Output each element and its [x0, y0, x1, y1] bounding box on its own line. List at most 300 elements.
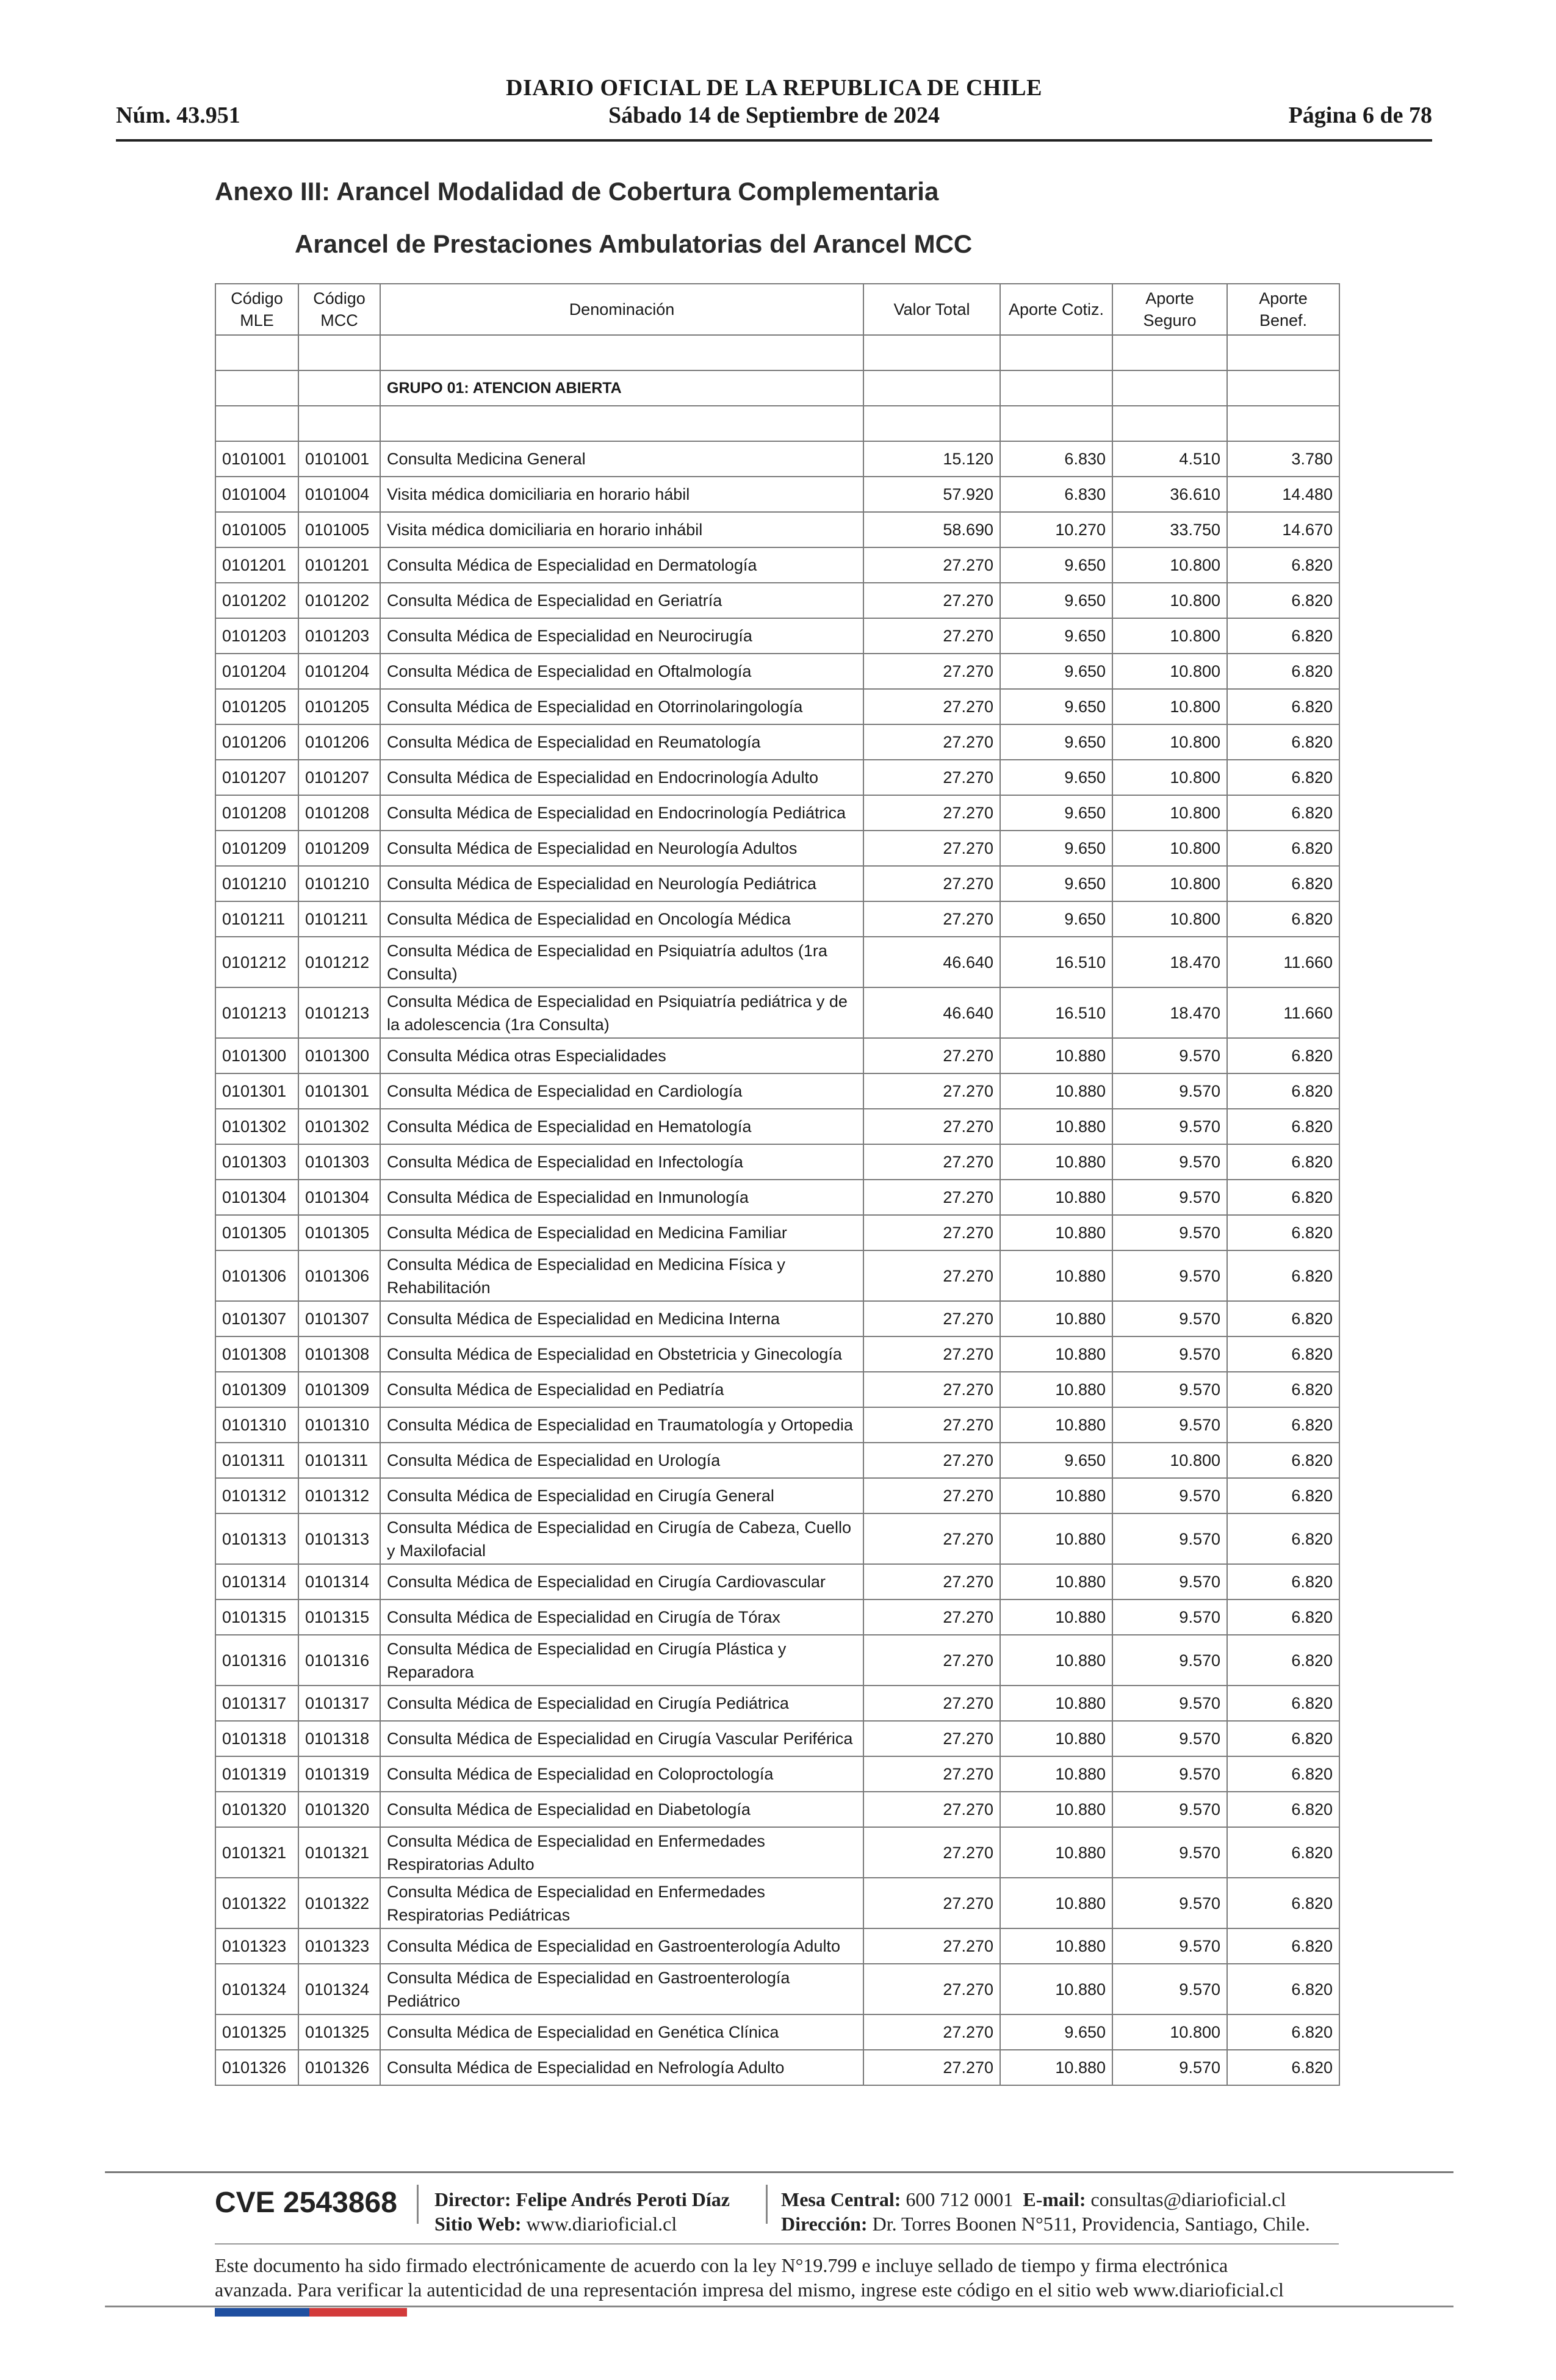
legal-line: avanzada. Para verificar la autenticidad de una representación impresa del mismo, ingrese este código en el sitio web www.diarioficial.cl — [215, 2279, 1284, 2301]
cell-aporte-seguro: 18.470 — [1112, 937, 1227, 987]
cell-codigo-mcc: 0101004 — [298, 477, 380, 512]
cell-codigo-mle: 0101314 — [215, 1564, 298, 1599]
table-row — [215, 654, 1339, 689]
cell-valor-total: 27.270 — [863, 2050, 1000, 2085]
annex-title: Anexo III: Arancel Modalidad de Cobertura Complementaria — [215, 177, 939, 206]
email-label: E-mail: — [1023, 2188, 1086, 2210]
cell-valor-total: 27.270 — [863, 724, 1000, 760]
cell-codigo-mle: 0101303 — [215, 1144, 298, 1180]
cell-codigo-mle: 0101301 — [215, 1073, 298, 1109]
cell-codigo-mcc: 0101309 — [298, 1372, 380, 1407]
mesa-phone: 600 712 0001 — [906, 2188, 1014, 2210]
cell-aporte-seguro: 9.570 — [1112, 1599, 1227, 1635]
page-header — [116, 74, 1432, 142]
table-row — [215, 1878, 1339, 1928]
cell-aporte-cotiz: 9.650 — [1000, 689, 1112, 724]
col-header-line: Seguro — [1143, 311, 1197, 330]
cell-codigo-mle: 0101325 — [215, 2014, 298, 2050]
cell-codigo-mle: 0101307 — [215, 1301, 298, 1336]
cell-codigo-mle: 0101213 — [215, 987, 298, 1038]
cell-codigo-mle: 0101308 — [215, 1336, 298, 1372]
cell-codigo-mcc: 0101302 — [298, 1109, 380, 1144]
cell-valor-total: 27.270 — [863, 1792, 1000, 1827]
cell-aporte-seguro: 9.570 — [1112, 1792, 1227, 1827]
cell-codigo-mle: 0101315 — [215, 1599, 298, 1635]
cell-aporte-benef: 6.820 — [1227, 2050, 1339, 2085]
cell-codigo-mcc: 0101207 — [298, 760, 380, 795]
footer-divider — [105, 2306, 1453, 2307]
cell-denominacion: Visita médica domiciliaria en horario inhábil — [380, 512, 863, 547]
cell-denominacion: Consulta Médica de Especialidad en Otorrinolaringología — [380, 689, 863, 724]
cell-aporte-benef: 6.820 — [1227, 547, 1339, 583]
cell-denominacion: Consulta Médica de Especialidad en Dermatología — [380, 547, 863, 583]
col-header-aporte-benef — [1227, 284, 1339, 335]
table-row — [215, 1109, 1339, 1144]
cell-denominacion: Consulta Médica de Especialidad en Medicina Familiar — [380, 1215, 863, 1250]
table-body — [215, 335, 1339, 2085]
cell-codigo-mle: 0101001 — [215, 441, 298, 477]
cell-aporte-benef: 6.820 — [1227, 724, 1339, 760]
cell-codigo-mcc: 0101320 — [298, 1792, 380, 1827]
cell-valor-total: 27.270 — [863, 689, 1000, 724]
cell-valor-total: 27.270 — [863, 901, 1000, 937]
cell-aporte-seguro: 9.570 — [1112, 1038, 1227, 1073]
cell-aporte-cotiz: 9.650 — [1000, 2014, 1112, 2050]
cell-aporte-cotiz: 10.270 — [1000, 512, 1112, 547]
cell-denominacion: Consulta Médica de Especialidad en Psiquiatría adultos (1ra Consulta) — [380, 937, 863, 987]
cve-code: CVE 2543868 — [215, 2187, 397, 2219]
cell-aporte-benef: 6.820 — [1227, 1756, 1339, 1792]
cell-aporte-benef: 6.820 — [1227, 1301, 1339, 1336]
cell-denominacion: Consulta Médica de Especialidad en Endocrinología Pediátrica — [380, 795, 863, 831]
cell-codigo-mcc: 0101324 — [298, 1964, 380, 2014]
cell-codigo-mcc: 0101314 — [298, 1564, 380, 1599]
cell-aporte-benef: 6.820 — [1227, 1599, 1339, 1635]
cell-codigo-mle: 0101311 — [215, 1443, 298, 1478]
cell-codigo-mcc: 0101202 — [298, 583, 380, 618]
cell-codigo-mle: 0101208 — [215, 795, 298, 831]
cell-valor-total: 27.270 — [863, 1336, 1000, 1372]
cell-aporte-cotiz: 9.650 — [1000, 654, 1112, 689]
table-row — [215, 618, 1339, 654]
cell-aporte-benef: 6.820 — [1227, 1073, 1339, 1109]
cell-valor-total: 27.270 — [863, 1250, 1000, 1301]
col-header-codigo-mle — [215, 284, 298, 335]
cell-denominacion: Consulta Médica otras Especialidades — [380, 1038, 863, 1073]
cell-denominacion: Consulta Médica de Especialidad en Oncología Médica — [380, 901, 863, 937]
cell-denominacion: Consulta Médica de Especialidad en Pediatría — [380, 1372, 863, 1407]
table-row — [215, 1964, 1339, 2014]
cell-valor-total: 27.270 — [863, 795, 1000, 831]
cell-codigo-mle: 0101326 — [215, 2050, 298, 2085]
cell-valor-total: 27.270 — [863, 1599, 1000, 1635]
cell-aporte-benef: 6.820 — [1227, 1686, 1339, 1721]
cell-codigo-mle: 0101309 — [215, 1372, 298, 1407]
issue-number: Núm. 43.951 — [116, 103, 240, 128]
cell-valor-total: 58.690 — [863, 512, 1000, 547]
cell-aporte-cotiz: 10.880 — [1000, 1878, 1112, 1928]
cell-aporte-seguro: 10.800 — [1112, 795, 1227, 831]
cell-denominacion: Visita médica domiciliaria en horario hábil — [380, 477, 863, 512]
cell-codigo-mle: 0101317 — [215, 1686, 298, 1721]
table-row — [215, 477, 1339, 512]
cell-aporte-seguro: 10.800 — [1112, 583, 1227, 618]
cell-denominacion: Consulta Médica de Especialidad en Neurología Pediátrica — [380, 866, 863, 901]
cell-codigo-mle: 0101312 — [215, 1478, 298, 1513]
col-header-line: Código — [231, 289, 283, 308]
cell-aporte-seguro: 10.800 — [1112, 689, 1227, 724]
cell-aporte-benef: 14.670 — [1227, 512, 1339, 547]
cell-aporte-benef: 11.660 — [1227, 937, 1339, 987]
table-row — [215, 1721, 1339, 1756]
cell-denominacion: Consulta Médica de Especialidad en Psiquiatría pediátrica y de la adolescencia (1ra Consulta) — [380, 987, 863, 1038]
cell-codigo-mle: 0101204 — [215, 654, 298, 689]
cell-aporte-cotiz: 16.510 — [1000, 987, 1112, 1038]
cell-aporte-seguro: 9.570 — [1112, 1250, 1227, 1301]
cell-aporte-benef: 6.820 — [1227, 1928, 1339, 1964]
cell-aporte-seguro: 10.800 — [1112, 2014, 1227, 2050]
cell-aporte-cotiz: 9.650 — [1000, 618, 1112, 654]
cell-aporte-benef: 6.820 — [1227, 1372, 1339, 1407]
cell-valor-total: 27.270 — [863, 1407, 1000, 1443]
cell-codigo-mcc: 0101205 — [298, 689, 380, 724]
cell-aporte-benef: 6.820 — [1227, 1250, 1339, 1301]
table-subtitle: Arancel de Prestaciones Ambulatorias del Arancel MCC — [295, 229, 973, 258]
cell-denominacion: Consulta Médica de Especialidad en Traumatología y Ortopedia — [380, 1407, 863, 1443]
group-label: GRUPO 01: ATENCION ABIERTA — [380, 370, 863, 406]
address-text: Dr. Torres Boonen N°511, Providencia, Santiago, Chile. — [872, 2213, 1310, 2235]
cell-valor-total: 15.120 — [863, 441, 1000, 477]
cell-aporte-cotiz: 10.880 — [1000, 1792, 1112, 1827]
cell-valor-total: 27.270 — [863, 1928, 1000, 1964]
blank-row — [215, 406, 1339, 441]
website-label: Sitio Web: — [434, 2213, 522, 2235]
cell-denominacion: Consulta Médica de Especialidad en Cirugía Cardiovascular — [380, 1564, 863, 1599]
cell-aporte-cotiz: 9.650 — [1000, 583, 1112, 618]
cell-aporte-benef: 6.820 — [1227, 583, 1339, 618]
cell-codigo-mcc: 0101208 — [298, 795, 380, 831]
cell-codigo-mcc: 0101300 — [298, 1038, 380, 1073]
cell-aporte-cotiz: 10.880 — [1000, 1599, 1112, 1635]
cell-codigo-mcc: 0101310 — [298, 1407, 380, 1443]
contact-block — [781, 2187, 1310, 2236]
table-row — [215, 1215, 1339, 1250]
cell-denominacion: Consulta Médica de Especialidad en Obstetricia y Ginecología — [380, 1336, 863, 1372]
table-row — [215, 1478, 1339, 1513]
cell-valor-total: 46.640 — [863, 937, 1000, 987]
cell-valor-total: 27.270 — [863, 1144, 1000, 1180]
cell-valor-total: 27.270 — [863, 2014, 1000, 2050]
cell-aporte-seguro: 9.570 — [1112, 1686, 1227, 1721]
col-header-line: Aporte — [1145, 289, 1194, 308]
table-row — [215, 1336, 1339, 1372]
group-row — [215, 370, 1339, 406]
cell-aporte-cotiz: 9.650 — [1000, 831, 1112, 866]
cell-aporte-seguro: 9.570 — [1112, 1372, 1227, 1407]
cell-aporte-cotiz: 10.880 — [1000, 1372, 1112, 1407]
table-row — [215, 901, 1339, 937]
cell-aporte-benef: 6.820 — [1227, 1721, 1339, 1756]
cell-valor-total: 27.270 — [863, 583, 1000, 618]
cell-valor-total: 27.270 — [863, 1301, 1000, 1336]
table-row — [215, 724, 1339, 760]
cell-aporte-seguro: 36.610 — [1112, 477, 1227, 512]
cell-aporte-seguro: 9.570 — [1112, 1635, 1227, 1686]
cell-codigo-mle: 0101300 — [215, 1038, 298, 1073]
cell-codigo-mle: 0101316 — [215, 1635, 298, 1686]
cell-aporte-benef: 6.820 — [1227, 1964, 1339, 2014]
legal-line: Este documento ha sido firmado electrónicamente de acuerdo con la ley N°19.799 e incluye sellado de tiempo y firma electrónica — [215, 2254, 1228, 2276]
table-row — [215, 2014, 1339, 2050]
cell-codigo-mcc: 0101323 — [298, 1928, 380, 1964]
table-row — [215, 441, 1339, 477]
cell-aporte-benef: 6.820 — [1227, 1635, 1339, 1686]
director-block — [434, 2187, 730, 2236]
cell-aporte-seguro: 9.570 — [1112, 1878, 1227, 1928]
cell-valor-total: 27.270 — [863, 618, 1000, 654]
cell-aporte-cotiz: 10.880 — [1000, 1513, 1112, 1564]
table-row — [215, 866, 1339, 901]
cell-aporte-cotiz: 9.650 — [1000, 866, 1112, 901]
cell-codigo-mle: 0101210 — [215, 866, 298, 901]
cell-aporte-seguro: 9.570 — [1112, 1513, 1227, 1564]
cell-codigo-mle: 0101320 — [215, 1792, 298, 1827]
cell-aporte-seguro: 9.570 — [1112, 1336, 1227, 1372]
table-row — [215, 1372, 1339, 1407]
cell-valor-total: 27.270 — [863, 866, 1000, 901]
cell-codigo-mle: 0101212 — [215, 937, 298, 987]
cell-aporte-cotiz: 10.880 — [1000, 1964, 1112, 2014]
col-header-aporte-seguro — [1112, 284, 1227, 335]
cell-aporte-benef: 6.820 — [1227, 2014, 1339, 2050]
cell-aporte-cotiz: 9.650 — [1000, 901, 1112, 937]
cell-aporte-seguro: 9.570 — [1112, 1928, 1227, 1964]
cell-valor-total: 27.270 — [863, 1180, 1000, 1215]
cell-denominacion: Consulta Médica de Especialidad en Cirugía de Tórax — [380, 1599, 863, 1635]
col-header-line: Código — [313, 289, 366, 308]
cell-codigo-mle: 0101324 — [215, 1964, 298, 2014]
cell-codigo-mle: 0101302 — [215, 1109, 298, 1144]
col-header-denominacion: Denominación — [380, 284, 863, 335]
cell-aporte-cotiz: 10.880 — [1000, 1180, 1112, 1215]
table-row — [215, 1301, 1339, 1336]
cell-codigo-mle: 0101207 — [215, 760, 298, 795]
cell-valor-total: 27.270 — [863, 1686, 1000, 1721]
cell-aporte-benef: 6.820 — [1227, 831, 1339, 866]
cell-codigo-mcc: 0101326 — [298, 2050, 380, 2085]
cell-denominacion: Consulta Médica de Especialidad en Cirugía Vascular Periférica — [380, 1721, 863, 1756]
cell-aporte-seguro: 9.570 — [1112, 1144, 1227, 1180]
cell-aporte-benef: 6.820 — [1227, 689, 1339, 724]
cell-aporte-cotiz: 10.880 — [1000, 1336, 1112, 1372]
cell-aporte-benef: 6.820 — [1227, 1215, 1339, 1250]
cell-aporte-benef: 14.480 — [1227, 477, 1339, 512]
cell-denominacion: Consulta Médica de Especialidad en Urología — [380, 1443, 863, 1478]
cell-denominacion: Consulta Médica de Especialidad en Reumatología — [380, 724, 863, 760]
cell-aporte-cotiz: 10.880 — [1000, 1635, 1112, 1686]
cell-aporte-benef: 6.820 — [1227, 1180, 1339, 1215]
cell-denominacion: Consulta Médica de Especialidad en Cirugía Pediátrica — [380, 1686, 863, 1721]
cell-codigo-mcc: 0101307 — [298, 1301, 380, 1336]
cell-aporte-cotiz: 10.880 — [1000, 1301, 1112, 1336]
cell-denominacion: Consulta Médica de Especialidad en Medicina Interna — [380, 1301, 863, 1336]
cell-denominacion: Consulta Médica de Especialidad en Medicina Física y Rehabilitación — [380, 1250, 863, 1301]
table-row — [215, 1073, 1339, 1109]
cell-denominacion: Consulta Médica de Especialidad en Neurocirugía — [380, 618, 863, 654]
address-label: Dirección: — [781, 2213, 868, 2235]
flag-stripe-blue — [215, 2308, 309, 2317]
newspaper-title: DIARIO OFICIAL DE LA REPUBLICA DE CHILE — [506, 75, 1042, 101]
cell-codigo-mcc: 0101005 — [298, 512, 380, 547]
cell-aporte-cotiz: 10.880 — [1000, 1564, 1112, 1599]
cell-aporte-cotiz: 10.880 — [1000, 1250, 1112, 1301]
cell-codigo-mle: 0101321 — [215, 1827, 298, 1878]
email-link[interactable]: consultas@diarioficial.cl — [1090, 2188, 1286, 2210]
cell-valor-total: 27.270 — [863, 1878, 1000, 1928]
cell-aporte-benef: 6.820 — [1227, 1109, 1339, 1144]
cell-codigo-mcc: 0101301 — [298, 1073, 380, 1109]
cell-codigo-mle: 0101318 — [215, 1721, 298, 1756]
cell-codigo-mcc: 0101318 — [298, 1721, 380, 1756]
cell-aporte-benef: 6.820 — [1227, 1336, 1339, 1372]
cell-denominacion: Consulta Médica de Especialidad en Coloproctología — [380, 1756, 863, 1792]
cell-aporte-cotiz: 10.880 — [1000, 1686, 1112, 1721]
cell-aporte-benef: 6.820 — [1227, 1038, 1339, 1073]
cell-codigo-mcc: 0101308 — [298, 1336, 380, 1372]
cell-denominacion: Consulta Médica de Especialidad en Infectología — [380, 1144, 863, 1180]
cell-denominacion: Consulta Medicina General — [380, 441, 863, 477]
footer-separator — [766, 2185, 768, 2224]
cell-valor-total: 27.270 — [863, 1372, 1000, 1407]
cell-aporte-cotiz: 16.510 — [1000, 937, 1112, 987]
cell-aporte-cotiz: 6.830 — [1000, 477, 1112, 512]
table-row — [215, 2050, 1339, 2085]
cell-aporte-benef: 6.820 — [1227, 795, 1339, 831]
website-link[interactable]: www.diarioficial.cl — [526, 2213, 677, 2235]
table-row — [215, 583, 1339, 618]
cell-codigo-mle: 0101211 — [215, 901, 298, 937]
table-row — [215, 831, 1339, 866]
table-row — [215, 1144, 1339, 1180]
cell-valor-total: 27.270 — [863, 1215, 1000, 1250]
cell-denominacion: Consulta Médica de Especialidad en Endocrinología Adulto — [380, 760, 863, 795]
cell-aporte-cotiz: 10.880 — [1000, 1407, 1112, 1443]
cell-codigo-mle: 0101305 — [215, 1215, 298, 1250]
cell-codigo-mle: 0101306 — [215, 1250, 298, 1301]
cell-codigo-mle: 0101201 — [215, 547, 298, 583]
cell-codigo-mle: 0101313 — [215, 1513, 298, 1564]
cell-codigo-mcc: 0101209 — [298, 831, 380, 866]
table-row — [215, 1599, 1339, 1635]
cell-aporte-cotiz: 10.880 — [1000, 1721, 1112, 1756]
cell-aporte-seguro: 9.570 — [1112, 1073, 1227, 1109]
cell-valor-total: 27.270 — [863, 1964, 1000, 2014]
cell-codigo-mcc: 0101206 — [298, 724, 380, 760]
cell-codigo-mle: 0101206 — [215, 724, 298, 760]
cell-denominacion: Consulta Médica de Especialidad en Nefrología Adulto — [380, 2050, 863, 2085]
cell-aporte-cotiz: 10.880 — [1000, 1928, 1112, 1964]
cell-aporte-cotiz: 10.880 — [1000, 1109, 1112, 1144]
cell-valor-total: 27.270 — [863, 547, 1000, 583]
cell-codigo-mcc: 0101322 — [298, 1878, 380, 1928]
cell-aporte-seguro: 18.470 — [1112, 987, 1227, 1038]
cell-codigo-mle: 0101202 — [215, 583, 298, 618]
table-header-row — [215, 284, 1339, 335]
cell-valor-total: 27.270 — [863, 1073, 1000, 1109]
table-row — [215, 1038, 1339, 1073]
cell-valor-total: 27.270 — [863, 831, 1000, 866]
cell-codigo-mcc: 0101204 — [298, 654, 380, 689]
cell-aporte-seguro: 9.570 — [1112, 1407, 1227, 1443]
cell-aporte-seguro: 9.570 — [1112, 1109, 1227, 1144]
cell-codigo-mcc: 0101317 — [298, 1686, 380, 1721]
cell-aporte-seguro: 10.800 — [1112, 760, 1227, 795]
cell-codigo-mle: 0101310 — [215, 1407, 298, 1443]
cell-aporte-seguro: 9.570 — [1112, 1564, 1227, 1599]
cell-aporte-benef: 6.820 — [1227, 1144, 1339, 1180]
cell-codigo-mcc: 0101304 — [298, 1180, 380, 1215]
cell-aporte-seguro: 9.570 — [1112, 1180, 1227, 1215]
cell-codigo-mcc: 0101313 — [298, 1513, 380, 1564]
col-header-aporte-cotiz: Aporte Cotiz. — [1000, 284, 1112, 335]
director-name: Felipe Andrés Peroti Díaz — [516, 2188, 730, 2210]
header-divider — [116, 139, 1432, 142]
cell-codigo-mcc: 0101203 — [298, 618, 380, 654]
mesa-label: Mesa Central: — [781, 2188, 901, 2210]
cell-codigo-mcc: 0101306 — [298, 1250, 380, 1301]
table-row — [215, 1564, 1339, 1599]
cell-valor-total: 27.270 — [863, 1109, 1000, 1144]
cell-codigo-mle: 0101323 — [215, 1928, 298, 1964]
cell-aporte-cotiz: 10.880 — [1000, 1215, 1112, 1250]
cell-valor-total: 27.270 — [863, 1038, 1000, 1073]
cell-aporte-seguro: 10.800 — [1112, 547, 1227, 583]
table-row — [215, 1250, 1339, 1301]
cell-aporte-seguro: 4.510 — [1112, 441, 1227, 477]
cell-denominacion: Consulta Médica de Especialidad en Cirugía de Cabeza, Cuello y Maxilofacial — [380, 1513, 863, 1564]
cell-codigo-mle: 0101004 — [215, 477, 298, 512]
cell-denominacion: Consulta Médica de Especialidad en Geriatría — [380, 583, 863, 618]
director-label: Director: — [434, 2188, 511, 2210]
cell-aporte-seguro: 10.800 — [1112, 901, 1227, 937]
footer-divider — [215, 2243, 1339, 2245]
cell-aporte-seguro: 10.800 — [1112, 1443, 1227, 1478]
cell-aporte-seguro: 10.800 — [1112, 831, 1227, 866]
cell-aporte-cotiz: 9.650 — [1000, 1443, 1112, 1478]
cell-aporte-cotiz: 10.880 — [1000, 1144, 1112, 1180]
cell-codigo-mcc: 0101315 — [298, 1599, 380, 1635]
cell-aporte-benef: 3.780 — [1227, 441, 1339, 477]
cell-valor-total: 57.920 — [863, 477, 1000, 512]
cell-aporte-seguro: 10.800 — [1112, 654, 1227, 689]
cell-denominacion: Consulta Médica de Especialidad en Gastroenterología Adulto — [380, 1928, 863, 1964]
cell-aporte-benef: 6.820 — [1227, 901, 1339, 937]
cell-aporte-seguro: 9.570 — [1112, 1721, 1227, 1756]
col-header-codigo-mcc — [298, 284, 380, 335]
col-header-line: Benef. — [1259, 311, 1308, 330]
col-header-line: MCC — [320, 311, 358, 330]
col-header-valor-total: Valor Total — [863, 284, 1000, 335]
cell-denominacion: Consulta Médica de Especialidad en Enfermedades Respiratorias Adulto — [380, 1827, 863, 1878]
cell-valor-total: 27.270 — [863, 1564, 1000, 1599]
cell-codigo-mcc: 0101311 — [298, 1443, 380, 1478]
cell-aporte-seguro: 9.570 — [1112, 1827, 1227, 1878]
cell-valor-total: 27.270 — [863, 760, 1000, 795]
cell-aporte-benef: 6.820 — [1227, 1407, 1339, 1443]
cell-aporte-seguro: 9.570 — [1112, 1215, 1227, 1250]
cell-codigo-mle: 0101209 — [215, 831, 298, 866]
cell-aporte-seguro: 9.570 — [1112, 1478, 1227, 1513]
